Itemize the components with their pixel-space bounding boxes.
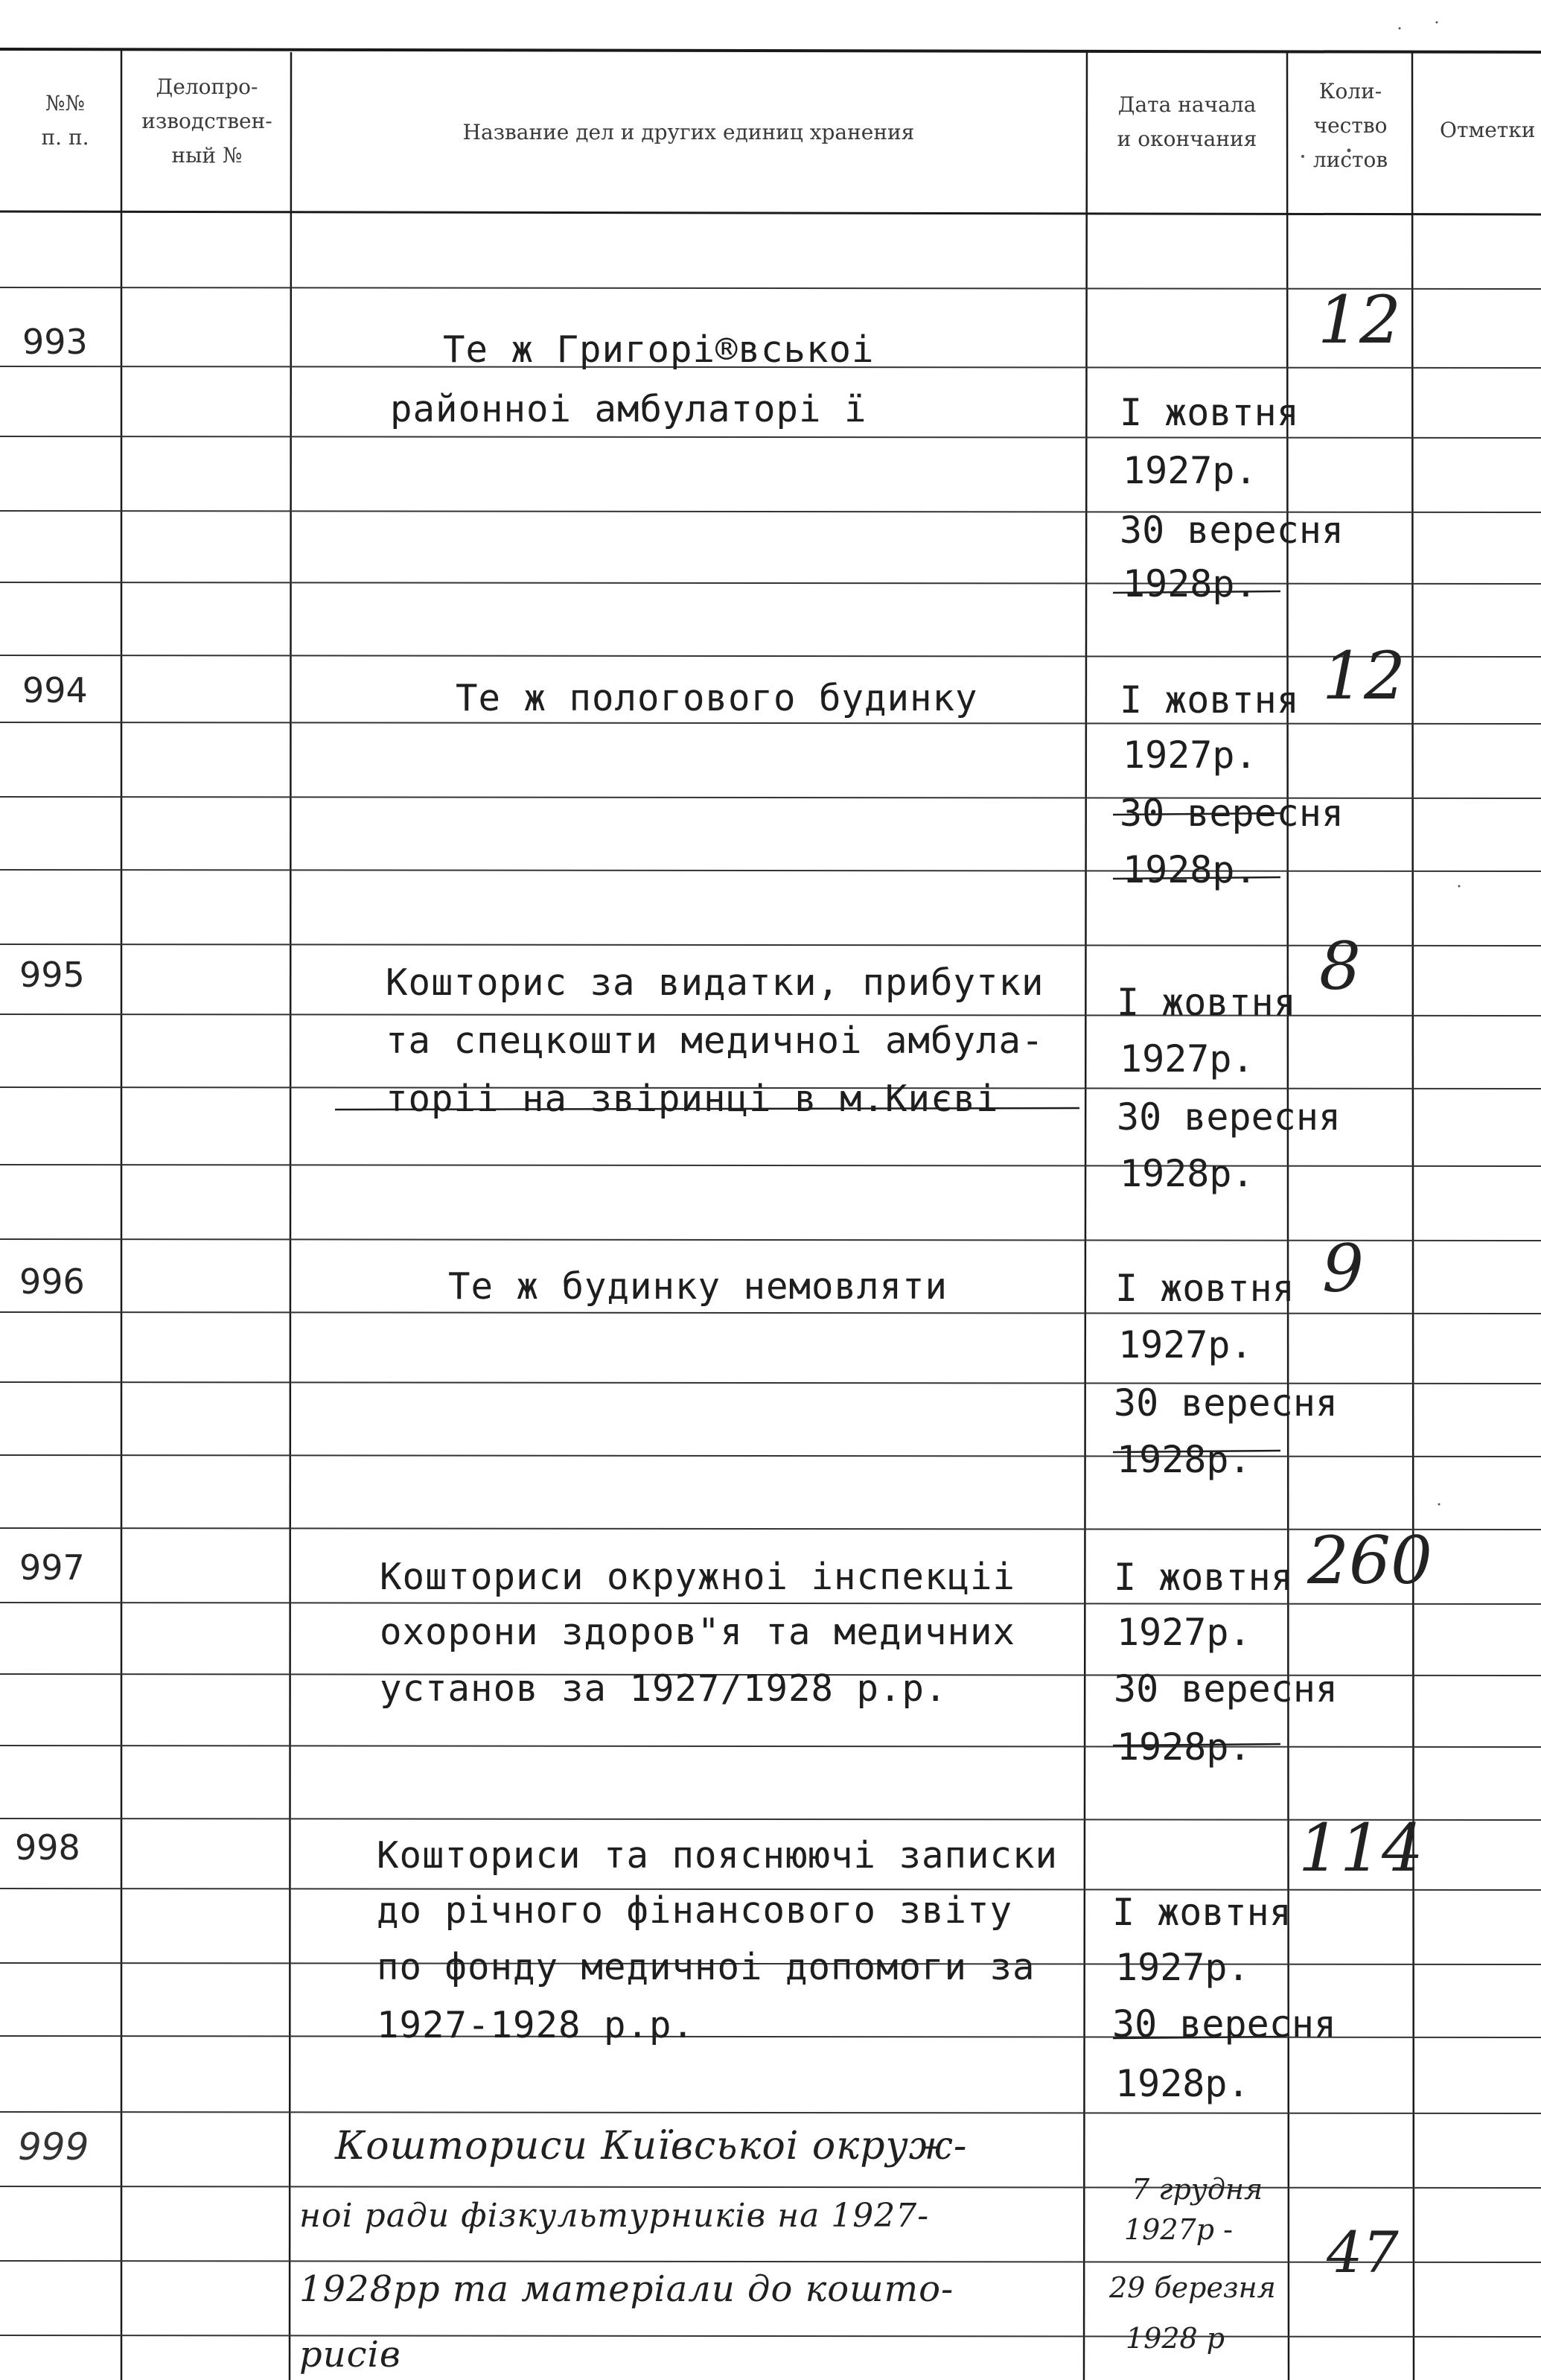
- header-col-notes-text: Отметки: [1440, 118, 1536, 142]
- record-title-line: Кошториси Київськоі окруж-: [335, 2124, 968, 2169]
- record-number: 998: [15, 1827, 80, 1868]
- record-date-line: І жовтня: [1120, 678, 1299, 722]
- record-number: 997: [19, 1547, 85, 1588]
- record-date-line: 1928р.: [1120, 1152, 1254, 1195]
- record-title-line: до річного фінансового звіту: [377, 1889, 1013, 1932]
- record-number: 993: [22, 322, 88, 362]
- record-date-line: 1927р -: [1124, 2213, 1233, 2246]
- record-sheet-count: 12: [1322, 637, 1406, 714]
- record-title-line: рисів: [299, 2334, 401, 2376]
- record-title-line: 1927-1928 р.р.: [377, 2004, 695, 2046]
- record-date-line: 1927р.: [1123, 734, 1257, 777]
- record-title-line: Кошториси окружноі інспекціі: [380, 1556, 1016, 1598]
- record-date-line: 1928р.: [1117, 1438, 1251, 1481]
- header-col-sheets-line3: листов: [1312, 147, 1388, 172]
- record-date-line: 30 вересня: [1120, 792, 1344, 835]
- record-date-line: 1928р.: [1123, 562, 1257, 605]
- record-sheet-count: 12: [1318, 281, 1401, 358]
- header-col-office-line1: Делопро-: [156, 74, 258, 99]
- record-date-line: 1927р.: [1123, 449, 1257, 492]
- record-sheet-count: 260: [1307, 1522, 1432, 1599]
- header-col-sheets-line2: чество: [1313, 113, 1388, 138]
- header-col-date-line2: и окончания: [1117, 127, 1257, 151]
- header-col-office-line3: ный №: [171, 143, 243, 168]
- record-title-line: ноі ради фізкультурників на 1927-: [299, 2197, 930, 2235]
- record-sheet-count: 9: [1322, 1230, 1364, 1307]
- record-title-line: та спецкошти медичноі амбула-: [386, 1019, 1044, 1062]
- header-col-title-text: Название дел и других единиц хранения: [462, 120, 915, 144]
- record-number: 994: [22, 670, 88, 710]
- record-date-line: 1928 р: [1126, 2322, 1225, 2355]
- record-sheet-count: 114: [1298, 1810, 1423, 1886]
- record-date-line: 1928р.: [1117, 1725, 1251, 1769]
- record-date-line: І жовтня: [1120, 391, 1299, 434]
- record-date-line: 7 грудня: [1132, 2173, 1263, 2206]
- record-date-line: І жовтня: [1115, 1267, 1295, 1310]
- record-date-line: 30 вересня: [1114, 1381, 1339, 1425]
- record-title-line: районноі амбулаторі ї: [390, 388, 867, 430]
- header-col-sheets: [1290, 74, 1411, 177]
- record-date-line: 30 вересня: [1120, 509, 1344, 552]
- record-date-line: І жовтня: [1114, 1556, 1293, 1599]
- header-col-notes: [1416, 113, 1541, 147]
- record-date-line: 29 березня: [1109, 2271, 1276, 2304]
- header-col-number-line1: №№: [45, 91, 85, 115]
- header-col-date: [1088, 88, 1286, 156]
- record-date-line: 1928р.: [1115, 2062, 1250, 2105]
- record-date-line: 1927р.: [1117, 1611, 1251, 1654]
- record-date-line: І жовтня: [1117, 981, 1296, 1024]
- record-number: 996: [19, 1261, 85, 1302]
- header-col-title: [294, 115, 1083, 150]
- record-date-line: 30 вересня: [1112, 2002, 1337, 2046]
- record-title-line: Кошториси та пояснюючі записки: [377, 1834, 1059, 1877]
- record-title-line: установ за 1927/1928 р.р.: [380, 1667, 948, 1710]
- record-number: 999: [18, 2125, 89, 2169]
- record-date-line: 30 вересня: [1114, 1667, 1339, 1711]
- record-date-line: І жовтня: [1112, 1891, 1292, 1934]
- header-col-number-line2: п. п.: [41, 125, 89, 150]
- record-date-line: 1927р.: [1120, 1037, 1254, 1081]
- record-title-line: Кошторис за видатки, прибутки: [386, 961, 1044, 1004]
- record-title-line: торіі на звіринці в м.Києві: [386, 1078, 999, 1120]
- record-date-line: 1927р.: [1115, 1946, 1250, 1989]
- record-title-line: Те ж пологового будинку: [456, 677, 978, 719]
- record-date-line: 30 вересня: [1117, 1095, 1341, 1139]
- record-date-line: 1927р.: [1118, 1323, 1253, 1366]
- record-title-line: 1928рр та матеріали до кошто-: [299, 2268, 954, 2310]
- header-col-date-line1: Дата начала: [1117, 92, 1257, 117]
- record-number: 995: [19, 955, 85, 995]
- header-col-office-number: [125, 70, 289, 173]
- record-sheet-count: 47: [1327, 2219, 1399, 2285]
- record-sheet-count: 8: [1319, 928, 1361, 1005]
- header-col-sheets-line1: Коли-: [1318, 79, 1382, 104]
- record-title-line: охорони здоров"я та медичних: [380, 1611, 1016, 1653]
- record-title-line: Те ж будинку немовляти: [448, 1265, 948, 1308]
- record-title-line: Те ж Григорі®вськоі: [443, 328, 875, 371]
- record-title-line: по фонду медичноі допомоги за: [377, 1946, 1036, 1988]
- header-col-number: [15, 86, 115, 155]
- record-date-line: 1928р.: [1123, 848, 1257, 891]
- header-col-office-line2: изводствен-: [141, 109, 272, 133]
